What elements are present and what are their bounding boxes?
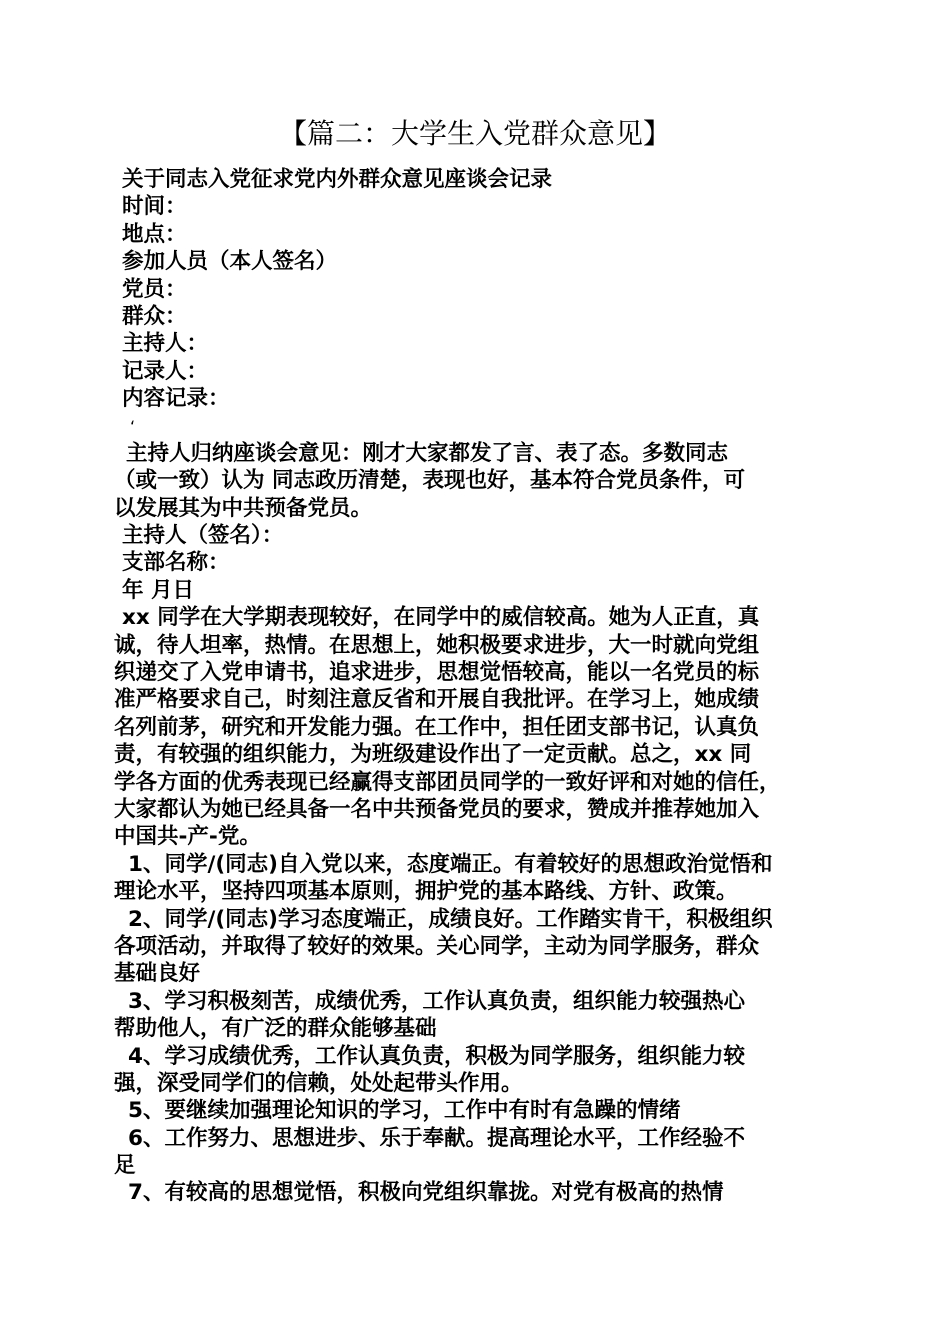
summary-line: （或一致）认为 同志政历清楚，表现也好，基本符合党员条件，可 — [114, 468, 745, 494]
attendees-label: 参加人员（本人签名） — [122, 249, 338, 275]
item-4-line: 强，深受同学们的信赖，处处起带头作用。 — [114, 1070, 523, 1096]
evaluation-line: 学各方面的优秀表现已经赢得支部团员同学的一致好评和对她的信任， — [114, 769, 781, 795]
evaluation-line: xx 同学在大学期表现较好，在同学中的威信较高。她为人正直，真 — [122, 605, 760, 631]
item-2-line: 各项活动，并取得了较好的效果。关心同学，主动为同学服务，群众 — [114, 933, 760, 959]
masses-label: 群众： — [122, 303, 187, 329]
summary-line: 以发展其为中共预备党员。 — [114, 495, 373, 521]
evaluation-line: 中国共-产-党。 — [114, 824, 261, 850]
document-title: 【篇二：大学生入党群众意见】 — [278, 117, 671, 150]
time-label: 时间： — [122, 194, 187, 220]
item-6-line: 足 — [114, 1153, 136, 1179]
host-signature-label: 主持人（签名）： — [122, 523, 284, 549]
item-7-line: 7、有较高的思想觉悟，积极向党组织靠拢。对党有极高的热情 — [128, 1180, 724, 1206]
item-3-line: 帮助他人，有广泛的群众能够基础 — [114, 1016, 437, 1042]
item-1-line: 1、同学/(同志)自入党以来，态度端正。有着较好的思想政治觉悟和 — [128, 851, 773, 877]
item-3-line: 3、学习积极刻苦，成绩优秀，工作认真负责，组织能力较强热心 — [128, 988, 745, 1014]
evaluation-line: 诚，待人坦率，热情。在思想上，她积极要求进步，大一时就向党组 — [114, 632, 760, 658]
item-1-line: 理论水平，坚持四项基本原则，拥护党的基本路线、方针、政策。 — [114, 879, 738, 905]
branch-name-label: 支部名称： — [122, 550, 230, 576]
quote-mark: ‘ — [130, 416, 136, 436]
meeting-record-heading: 关于同志入党征求党内外群众意见座谈会记录 — [122, 167, 553, 192]
item-6-line: 6、工作努力、思想进步、乐于奉献。提高理论水平，工作经验不 — [128, 1125, 745, 1151]
date-label: 年 月日 — [122, 577, 194, 603]
party-members-label: 党员： — [122, 276, 187, 302]
evaluation-line: 织递交了入党申请书，追求进步，思想觉悟较高，能以一名党员的标 — [114, 660, 760, 686]
location-label: 地点： — [122, 221, 187, 247]
summary-line: 主持人归纳座谈会意见：刚才大家都发了言、表了态。多数同志 — [126, 440, 729, 466]
document-body — [114, 166, 850, 1207]
evaluation-line: 责，有较强的组织能力，为班级建设作出了一定贡献。总之，xx 同 — [114, 742, 752, 768]
recorder-label: 记录人： — [122, 358, 209, 384]
host-label: 主持人： — [122, 331, 209, 357]
item-2-line: 基础良好 — [114, 961, 201, 987]
evaluation-line: 名列前茅，研究和开发能力强。在工作中，担任团支部书记，认真负 — [114, 714, 760, 740]
evaluation-line: 大家都认为她已经具备一名中共预备党员的要求，赞成并推荐她加入 — [114, 796, 760, 822]
item-5-line: 5、要继续加强理论知识的学习，工作中有时有急躁的情绪 — [128, 1098, 681, 1124]
item-2-line: 2、同学/(同志)学习态度端正，成绩良好。工作踏实肯干，积极组织 — [128, 906, 773, 932]
content-record-label: 内容记录： — [122, 386, 230, 412]
item-4-line: 4、学习成绩优秀，工作认真负责，积极为同学服务，组织能力较 — [128, 1043, 745, 1069]
evaluation-line: 准严格要求自己，时刻注意反省和开展自我批评。在学习上，她成绩 — [114, 687, 760, 713]
